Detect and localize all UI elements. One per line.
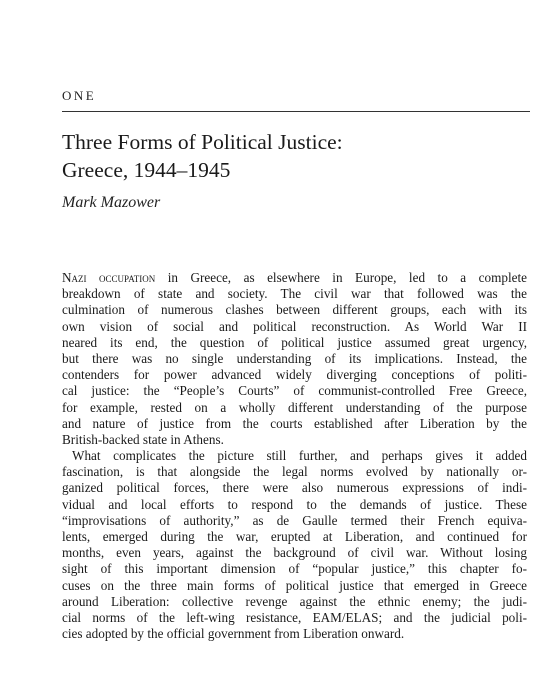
body-line: cuses on the three main forms of political justice that emerged in Greece — [62, 577, 527, 593]
body-text — [62, 270, 527, 642]
author-name: Mark Mazower — [62, 194, 161, 211]
body-line: cies adopted by the official government from Liberation onward. — [62, 626, 405, 642]
body-line: around Liberation: collective revenge against the ethnic enemy; the judi- — [62, 593, 527, 609]
body-line: and nature of justice from the courts established after Liberation by the — [62, 415, 527, 431]
body-line: lents, emerged during the war, erupted at Liberation, and continued for — [62, 529, 527, 544]
body-line: fascination, is that alongside the legal norms evolved by nationally or- — [62, 464, 527, 480]
body-line: breakdown of state and society. The civil war that followed was the — [62, 286, 527, 302]
body-line: “improvisations of authority,” as de Gaulle termed their French equiva- — [62, 512, 527, 528]
body-line: own vision of social and political reconstruction. As World War II — [62, 318, 527, 334]
chapter-title — [62, 128, 532, 184]
body-line: months, even years, against the background of civil war. Without losing — [62, 545, 527, 561]
body-line: neared its end, the question of political justice assumed great urgency, — [62, 334, 527, 350]
body-line-1-rest: in Greece, as elsewhere in Europe, led to a complete — [155, 270, 527, 285]
body-line: What complicates the picture still further, and perhaps gives it added — [72, 448, 527, 464]
body-line: British-backed state in Athens. — [62, 431, 224, 447]
body-line: cal justice: the “People’s Courts” of communist-controlled Free Greece, — [62, 383, 527, 399]
body-line: vidual and local efforts to respond to the demands of justice. These — [62, 496, 527, 512]
body-line: but there was no single understanding of its implications. Instead, the — [62, 350, 527, 366]
chapter-title-line-1: Three Forms of Political Justice: — [62, 130, 343, 154]
chapter-title-line-2: Greece, 1944–1945 — [62, 158, 231, 182]
body-line: ganized political forces, there were also numerous expressions of indi- — [62, 480, 527, 496]
chapter-divider — [62, 111, 530, 112]
body-line: culmination of numerous clashes between different groups, each with its — [62, 302, 527, 318]
body-line: for example, rested on a wholly different understanding of the purpose — [62, 399, 527, 415]
body-line: sight of this important dimension of “popular justice,” this chapter fo- — [62, 561, 527, 577]
chapter-label: ONE — [62, 88, 97, 103]
body-line: cial norms of the left-wing resistance, EAM/ELAS; and the judicial poli- — [62, 609, 527, 625]
opening-smallcaps: Nazi occupation — [62, 270, 156, 285]
body-line-1 — [62, 270, 527, 286]
body-line: contenders for power advanced widely diverging conceptions of politi- — [62, 367, 527, 383]
